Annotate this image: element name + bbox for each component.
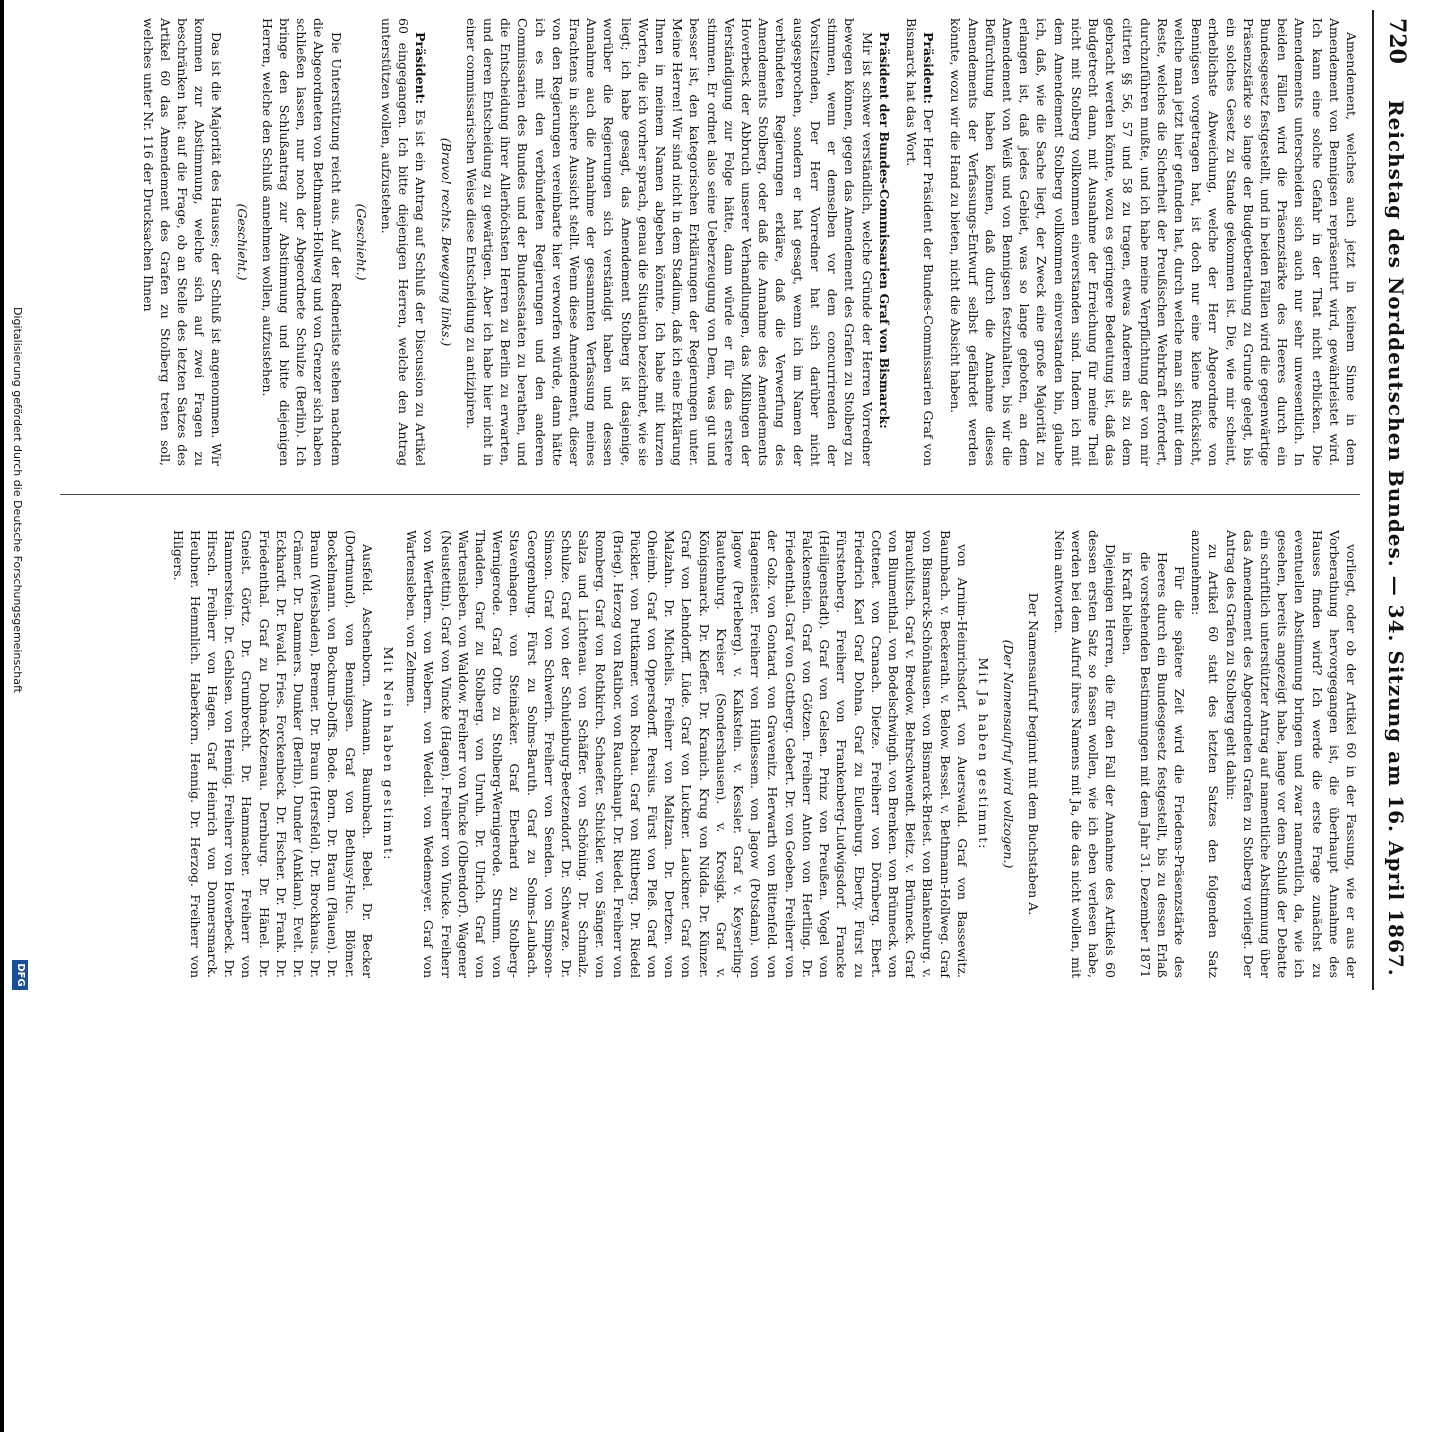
right-paragraph-2: Diejenigen Herren, die für den Fall der Annahme des Artikels 60 dessen ersten Satz so fassen wollen, wie ich eben verlesen habe, werden bei dem Aufruf ihres Namens mit Ja, die das nicht wollen, mit Nein antworten. [1051,530,1119,978]
president-speech-2 [378,18,430,466]
yes-votes-list: von Arnim-Heinrichsdorf. von Auerswald. Graf von Bassewitz. Baumbach. v. Beckerath. v. Below. Bessel. v. Bethmann-Hollweg. Graf von Bismarck-Schönhausen. von Bismarck-Briest. von Blankenburg. v. Brauchitsch. Graf v. Bredow. Behrschwendt. Beitz. v. Brünneck. Graf von Blumenthal. von Bodelschwingh. von Brenken. von Brünneck. von Cottenet. von Cranach. Dietze. Freiherr von Dörnberg. Ebert. Friedrich Karl Graf Dohna. Graf zu Eulenburg. Eberty. Fürst zu Fürstenberg. Freiherr von Frankenberg-Ludwigsdorf. Francke (Heiligenstadt). Graf von Gelsen. Prinz von Preußen. Vogel von Falckenstein. Graf von Götzen. Freiherr Anton von Hertling. Dr. Friedenthal. Graf von Gottberg. Gebert. Dr. von Goeben. Freiherr von der Golz. von Gontard. von Gravenitz. Herwarth von Bittenfeld. von Hagemeister. Freiherr von Hüllessem. von Jagow (Potsdam). von Jagow (Perleberg). v. Kalkstein. v. Kessler. Graf v. Keyserling-Rautenburg. Kreiser (Sondershausen). v. Krosigk. Graf v. Königsmarck. Dr. Kieffer. Dr. Kranich. Krug von Nidda. Dr. Künzer. Graf von Lehndorff. Lüde. Graf von Luckner. Lauckner. Graf von Malzahn. Dr. Michelis. Freiherr von Maltzan. Dr. Dertzen. von Oheimb. Graf von Oppersdorff. Persius. Fürst von Pleß. Graf von Pückler. von Puttkamer. von Rochau. Graf von Rittberg. Dr. Riedel (Brieg). Herzog von Ratibor. von Rauchhaupt. Dr. Riedel. Freiherr von Romberg. Graf von Rothkirch. Schaefer. Schickler. von Sänger. von Salza und Lichtenau. von Schäffer. von Schöning. Dr. Schmalz. Schulze. Graf von der Schulenburg-Beetzendorf. Dr. Schwarze. Dr. Simson. Graf von Schwerin. Freiherr von Senden. von Simpson-Georgenburg. Fürst zu Solms-Baruth. Graf zu Solms-Laubach. Stavenhagen. von Steinäcker. Graf Eberhard zu Stolberg-Wernigerode. Graf Otto zu Stolberg-Wernigerode. Strumm. von Thadden. Graf zu Stolberg. von Unruh. Dr. Ulrich. Graf von Wartensleben. von Waldow. Freiherr von Vincke (Olbendorf). Wagener (Neustettin). Graf von Vincke (Hagen). Freiherr von Vincke. Freiherr von Werthern. von Webern. von Wedell. von Wedemeyer. Graf von Wartensleben. von Zehmen. [404,530,970,978]
no-votes-list: Ausfeld. Aschenborn. Ahmann. Baumbach. Bebel. Dr. Becker (Dortmund). von Bennigsen. Graf von Bethusy-Huc. Blömer. Bockelmann. von Bockum-Dolffs. Bode. Born. Dr. Braun (Plauen). Dr. Braun (Wiesbaden). Bremer. Dr. Braun (Hersfeld). Dr. Brockhaus. Dr. Crämer. Dr. Dammers. Dunker (Berlin). Dunder (Anklam). Evelt. Dr. Eckhardt. Dr. Ewald. Fries. Forckenbeck. Dr. Fischer. Dr. Frank. Dr. Friedenthal. Graf zu Dohna-Kotzenau. Dernburg. Dr. Hänel. Dr. Gneist. Görtz. Dr. Grumbrecht. Dr. Hammacher. Freiherr von Hammerstein. Dr. Gehlsen. von Hennig. Freiherr von Hoverbeck. Dr. Hirsch. Freiherr von Hagen. Graf Heinrich von Donnersmarck. Heubner. Hemmlich. Haberkorn. Hennig. Dr. Herzog. Freiherr von Hilgers. [170,530,375,978]
event-note: (Geschieht.) [234,203,250,281]
event-note: (Geschieht.) [353,203,369,281]
left-paragraph-4: Die Unterstützung reicht aus. Auf der Rednerliste stehen nachdem die Abgeordneten von Bethmann-Hollweg und von Grenzer sich haben schließen lassen, nur noch der Abgeordnete Schulze (Berlin). Ich bringe den Schlußantrag zur Abstimmung und bitte diejenigen Herren, welche den Schluß annehmen wollen, aufzustehen. [259,18,344,466]
header-rule [1372,10,1374,990]
right-paragraph-1: vorliegt, oder ob der Artikel 60 in der Fassung, wie er aus der Vorberathung hervorgegangen ist, die überhaupt Annahme des Hauses finden wird? Ich werde die erste Frage zunächst zu eventuellen Abstimmung bringen und zwar namentlich, da, wie ich gesehen, bereits angezeigt habe, lange vor dem Schluß der Debatte ein schriftlich unterstützter Antrag auf namentliche Abstimmung über das Amendement des Abgeordneten Grafen zu Stolberg vorliegt. Der Antrag des Grafen zu Stolberg geht dahin: [1223,530,1359,978]
yes-votes-heading: Mit Ja haben gestimmt: [975,657,991,851]
applause-note: (Bravo! rechts. Bewegung links.) [438,137,454,347]
event-note: (Der Namensaufruf wird vollzogen.) [1001,639,1017,869]
left-column [60,18,1360,466]
dfg-logo: DFG [12,960,28,990]
column-separator [60,494,1360,495]
speaker-text: Der Herr Präsident der Bundes-Commissarien Graf von Bismarck hat das Wort. [903,18,937,466]
right-column [60,530,1360,978]
left-paragraph-1: Amendement, welches auch jetzt in keinem Sinne in dem Amendement von Bennigsen repräsentirt wird, gewährleistet wird. Ich kann eine solche Gefahr in der That nicht erblicken. Die Amendements unterscheiden sich auch nur sehr unwesentlich. In beiden Fällen wird die Präsenzstärke des Heeres durch ein Bundesgesetz festgestellt, und in beiden Fällen wird die gegenwärtige Präsenzstärke so lange der Budgetberathung zu Grunde gelegt, bis ein solches Gesetz zu Stande gekommen ist. Die, wie mir scheint, erheblichste Abweichung, welche der Herr Abgeordnete von Bennigsen vorgetragen hat, ist doch nur eine kleine Rücksicht, welche man jetzt hier gefunden hat, durch welche man sich mit dem Reste, welches die Sicherheit der Preußischen Wehrkraft erfordert, durchzuführen mußte, und ich habe meine Verpflichtung der von mir citirten §§ 56, 57 und 58 zu tragen, etwas Anderem als zu dem gebracht werden könnte, wozu es geringere Bedeutung ist, daß das Budgetrecht dann, mit Ausnahme der Erreichung für meine Theil nicht mit Stolberg vollkommen einverstanden sind. Indem ich mit dem Amendement Stolberg vollkommen einverstanden bin, glaube ich, daß, wie die Sache liegt, der Zweck eine große Majorität zu erlangen ist, daß jedes Gebiet, was so lange geboten, an dem Amendement von Weiß und von Bennigsen festzuhalten, bis wir die Befürchtung haben können, daß durch die Annahme dieses Amendements der Verfassungs-Entwurf selbst gefährdet werden könnte, wozu wir die Hand zu bieten, nicht die Absicht haben. [948,18,1359,466]
left-paragraph-2: Mir ist schwer verständlich, welche Gründe der Herren Vorredner bewegen können, gegen das Amendement des Grafen zu Stolberg zu stimmen, wenn er demselben vor dem concurrirenden der Vorsitzenden, Der Herr Vorredner hat sich darüber nicht ausgesprochen, sondern er hat gesagt, wenn ich im Namen der verbündeten Regierungen erkläre, daß die Verwerfung des Amendements Stolberg, oder daß die Annahme des Amendements Hoverbeck der Abbruch unserer Verhandlungen, das Mißlingen der Verständigung zur Folge hätte, dann würde er für das erstere stimmen. Er ordnet also seine Ueberzeugung von Dem, was gut und besser ist, den kategorischen Erklärungen der Regierungen unter. Meine Herren! Wir sind nicht in dem Stadium, daß ich eine Erklärung Ihnen in meinem Namen abgeben könnte. Ich habe mit kurzen Worten, die ich vorher sprach, genau die Situation bezeichnet, wie sie liegt; ich habe gesagt, das Amendement Stolberg ist dasjenige, worüber die Regierungen sich verständigt haben und dessen Annahme auch die Annahme der gesammten Verfassung meines Erachtens in sichere Aussicht stellt. Wenn diese Amendement, dieser von den Regierungen vereinbarte hier verworfen würde, dann hätte ich es mit den verbündeten Regierungen und den anderen Commissarien des Bundes und der Bundesstaaten zu berathen, und die Entscheidung ihrer Allerhöchsten Herren zu Berlin zu erwarten, und deren Entscheidung zu gewärtigen. Aber ich habe hier nicht in einer commissarischen Weise diese Entscheidung zu antizipiren. [463,18,875,466]
running-head: Reichstag des Norddeutschen Bundes. — 34. Sitzung am 16. April 1867. [1384,100,1408,977]
speaker-label: Präsident: [413,32,429,105]
digitization-credit: Digitalisierung gefördert durch die Deutsche Forschungsgemeinschaft [11,307,24,693]
left-paragraph-5: Das ist die Majorität des Hauses; der Schluß ist angenommen. Wir kommen zur Abstimmung, welche sich auf zwei Fragen zu beschränken hat: auf die Frage, ob an Stelle des letzten Satzes des Artikel 60 das Amendement des Grafen zu Stolberg treten soll, welches unter Nr. 116 der Drucksachen Ihnen [140,18,225,466]
roll-call-start: Der Namensaufruf beginnt mit dem Buchstaben A. [1026,592,1042,916]
no-votes-heading: Mit Nein haben gestimmt: [381,646,397,862]
speaker-label: Präsident der Bundes-Commissarien Graf von Bismarck: [876,32,892,429]
bismarck-speaker [876,18,893,466]
president-speech [903,18,937,466]
amendment-quote: Für die spätere Zeit wird die Friedens-Präsenzstärke des Heeres durch ein Bundesgesetz festgestellt, bis zu dessen Erlaß die vorstehenden Bestimmungen mit dem Jahr 31. Dezember 1871 in Kraft bleiben. [1120,552,1187,978]
amendment-intro: zu Artikel 60 statt des letzten Satzes den folgenden Satz anzunehmen: [1189,530,1222,978]
page-number: 720 [1384,18,1410,64]
speaker-text: Es ist ein Antrag auf Schluß der Discussion zu Artikel 60 eingegangen. Ich bitte diejenigen Herren, welche den Antrag unterstützen wollen, aufzustehen. [379,18,429,466]
page-header [1370,0,1414,1000]
speaker-label: Präsident: [921,32,937,105]
